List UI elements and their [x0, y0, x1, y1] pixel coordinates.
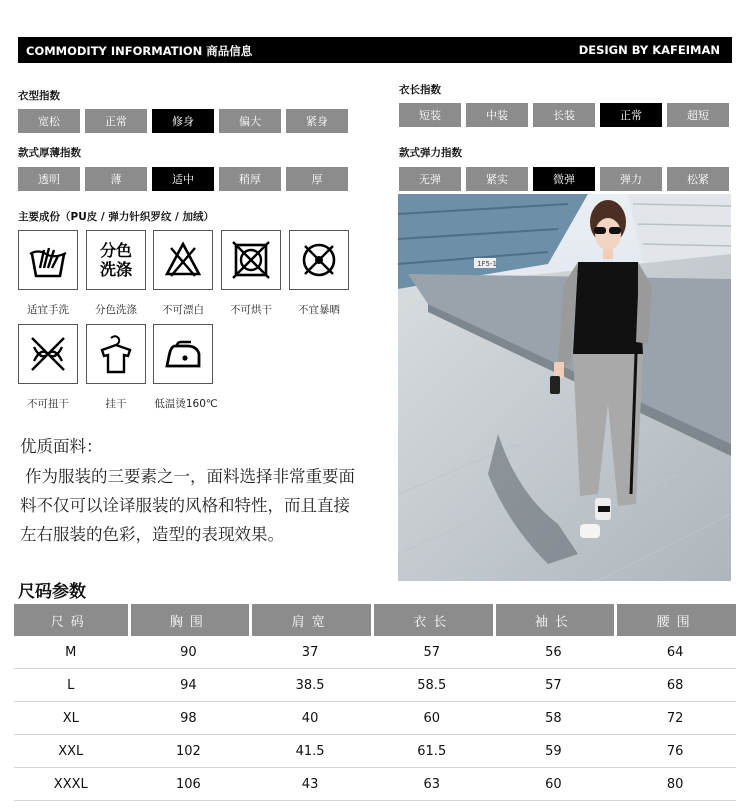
elasticity-label: 款式弹力指数	[399, 147, 462, 159]
care-caption: 不可烘干	[230, 304, 272, 316]
header-bar	[18, 37, 732, 63]
elasticity-option: 无弹	[399, 167, 461, 191]
care-caption: 适宜手洗	[27, 304, 69, 316]
fabric-description	[20, 462, 385, 549]
size-cell: M	[14, 636, 128, 669]
size-header-cell: 胸围	[128, 604, 250, 636]
size-cell: 80	[614, 768, 736, 801]
length-label: 衣长指数	[399, 84, 441, 96]
elasticity-options	[399, 167, 734, 191]
care-caption: 不可扭干	[27, 398, 69, 410]
hang-dry-icon	[86, 324, 146, 384]
size-cell: 40	[249, 702, 371, 735]
size-cell: 38.5	[249, 669, 371, 702]
size-cell: 60	[371, 702, 493, 735]
header-title: COMMODITY INFORMATION 商品信息	[26, 44, 253, 58]
thickness-option: 透明	[18, 167, 80, 191]
size-cell: 94	[128, 669, 250, 702]
table-row	[14, 702, 736, 735]
material-label: 主要成份（PU皮 / 弹力针织罗纹 / 加绒）	[18, 211, 215, 223]
fit-option: 偏大	[219, 109, 281, 133]
fabric-line: 作为服装的三要素之一，面料选择非常重要面	[25, 467, 355, 486]
size-cell: 57	[493, 669, 615, 702]
size-cell: 98	[128, 702, 250, 735]
thickness-option: 薄	[85, 167, 147, 191]
size-header-cell: 尺码	[14, 604, 128, 636]
low-iron-icon	[153, 324, 213, 384]
fit-option: 修身	[152, 109, 214, 133]
size-cell: 64	[614, 636, 736, 669]
size-cell: 56	[493, 636, 615, 669]
size-cell: 58	[493, 702, 615, 735]
length-option: 长装	[533, 103, 595, 127]
care-caption: 不宜暴晒	[298, 304, 340, 316]
length-option: 中装	[466, 103, 528, 127]
length-option: 短装	[399, 103, 461, 127]
table-row	[14, 735, 736, 768]
size-cell: 106	[128, 768, 250, 801]
size-cell: XXXL	[14, 768, 128, 801]
size-cell: 59	[493, 735, 615, 768]
size-cell: 41.5	[249, 735, 371, 768]
size-cell: 57	[371, 636, 493, 669]
size-cell: 43	[249, 768, 371, 801]
no-sun-dry-icon	[289, 230, 349, 290]
fit-options	[18, 109, 353, 133]
size-cell: L	[14, 669, 128, 702]
care-caption: 挂干	[105, 398, 127, 410]
size-cell: 90	[128, 636, 250, 669]
fit-option: 紧身	[286, 109, 348, 133]
separate-wash-icon	[86, 230, 146, 290]
header-brand: DESIGN BY KAFEIMAN	[578, 43, 720, 57]
size-cell: 102	[128, 735, 250, 768]
care-caption: 分色洗涤	[95, 304, 137, 316]
size-cell: 72	[614, 702, 736, 735]
separate-wash-text: 洗涤	[99, 260, 132, 279]
size-cell: 76	[614, 735, 736, 768]
size-table	[14, 604, 736, 801]
size-header-row	[14, 604, 736, 636]
size-cell: 63	[371, 768, 493, 801]
thickness-options	[18, 167, 353, 191]
table-row	[14, 636, 736, 669]
model-photo	[398, 194, 731, 581]
no-wring-icon	[18, 324, 78, 384]
fabric-line: 料不仅可以诠译服装的风格和特性，而且直接	[20, 496, 350, 515]
fit-option: 正常	[85, 109, 147, 133]
size-header-cell: 肩宽	[249, 604, 371, 636]
size-cell: 60	[493, 768, 615, 801]
fit-label: 衣型指数	[18, 90, 60, 102]
photo-sign-text: 1F5-1	[477, 260, 497, 268]
length-option: 超短	[667, 103, 729, 127]
fit-option: 宽松	[18, 109, 80, 133]
thickness-option: 适中	[152, 167, 214, 191]
size-cell: XXL	[14, 735, 128, 768]
no-bleach-icon	[153, 230, 213, 290]
care-caption: 不可漂白	[162, 304, 204, 316]
elasticity-option: 微弹	[533, 167, 595, 191]
size-cell: 37	[249, 636, 371, 669]
no-tumble-dry-icon	[221, 230, 281, 290]
size-header-cell: 腰围	[614, 604, 736, 636]
table-row	[14, 768, 736, 801]
elasticity-option: 松紧	[667, 167, 729, 191]
length-options	[399, 103, 734, 127]
thickness-option: 厚	[286, 167, 348, 191]
size-cell: 61.5	[371, 735, 493, 768]
table-row	[14, 669, 736, 702]
size-cell: 68	[614, 669, 736, 702]
size-cell: XL	[14, 702, 128, 735]
size-cell: 58.5	[371, 669, 493, 702]
separate-wash-text: 分色	[99, 241, 132, 260]
care-caption: 低温烫160℃	[154, 398, 218, 410]
fabric-title: 优质面料：	[20, 437, 103, 456]
size-header-cell: 衣长	[371, 604, 493, 636]
elasticity-option: 紧实	[466, 167, 528, 191]
thickness-label: 款式厚薄指数	[18, 147, 81, 159]
thickness-option: 稍厚	[219, 167, 281, 191]
size-header-cell: 袖长	[493, 604, 615, 636]
length-option: 正常	[600, 103, 662, 127]
size-title: 尺码参数	[18, 582, 86, 602]
elasticity-option: 弹力	[600, 167, 662, 191]
hand-wash-icon	[18, 230, 78, 290]
fabric-line: 左右服装的色彩，造型的表现效果。	[20, 525, 284, 544]
